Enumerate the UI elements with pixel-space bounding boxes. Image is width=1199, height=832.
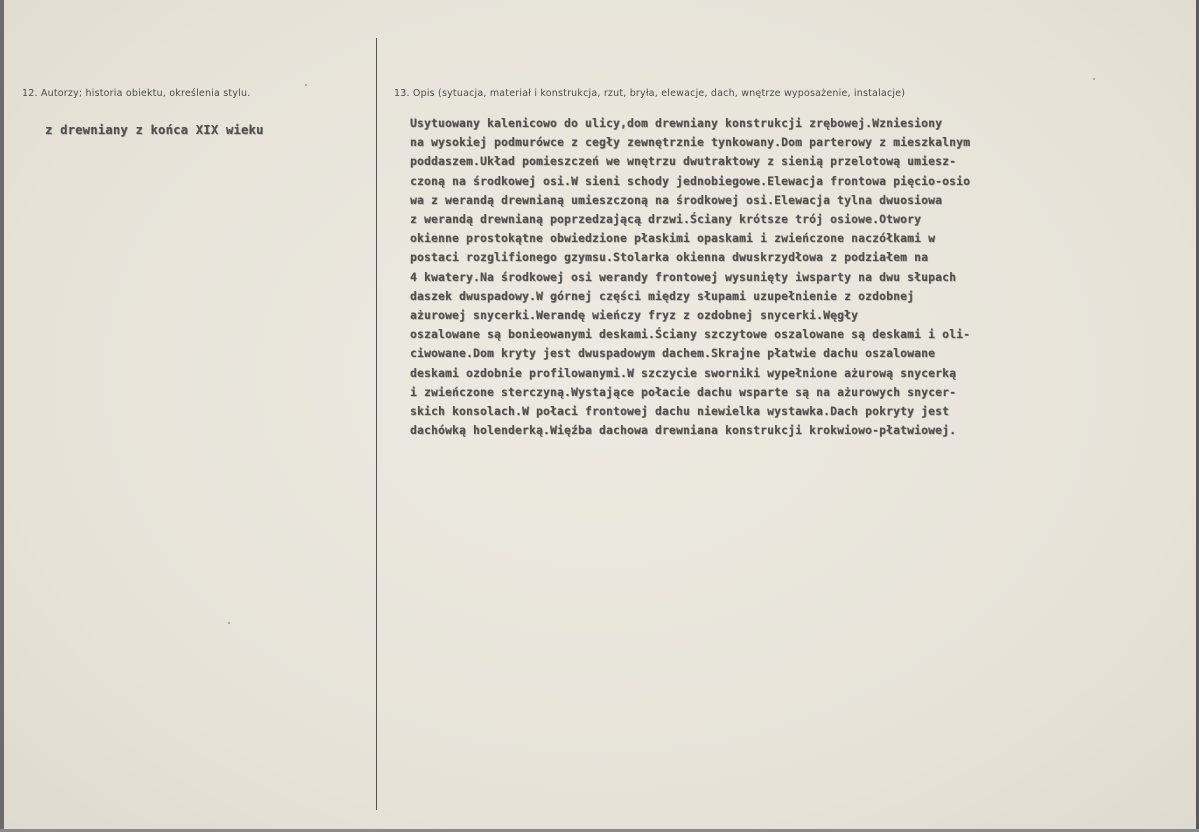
description-line: dachówką holenderką.Więźba dachowa drewniana konstrukcji krokwiowo-płatwiowej. <box>410 424 957 438</box>
description-line: wa z werandą drewnianą umieszczoną na środkowej osi.Elewacja tylna dwuosiowa <box>410 193 943 207</box>
description-line: deskami ozdobnie profilowanymi.W szczycie sworniki wypełnione ażurową snycerką <box>410 366 957 380</box>
paper-speck <box>305 84 307 86</box>
field-12-typed-text: z drewniany z końca XIX wieku <box>45 123 264 137</box>
description-line: poddaszem.Układ pomieszczeń we wnętrzu dwutraktowy z sienią przelotową umiesz- <box>410 155 957 169</box>
description-line: z werandą drewnianą poprzedzającą drzwi.Ściany krótsze trój osiowe.Otwory <box>410 213 922 227</box>
field-13-description <box>410 114 1190 440</box>
description-line: ażurowej snycerki.Werandę wieńczy fryz z ozdobnej snycerki.Węgły <box>410 309 859 323</box>
field-12-label: 12. Autorzy; historia obiektu, określenia stylu. <box>22 88 251 99</box>
description-line: 4 kwatery.Na środkowej osi werandy frontowej wysunięty iwsparty na dwu słupach <box>410 270 957 284</box>
description-line: daszek dwuspadowy.W górnej części między słupami uzupełnienie z ozdobnej <box>410 289 915 303</box>
description-line: skich konsolach.W połaci frontowej dachu niewielka wystawka.Dach pokryty jest <box>410 405 950 419</box>
field-13-label: 13. Opis (sytuacja, materiał i konstrukcja, rzut, bryła, elewacje, dach, wnętrze wyposażenie, instalacje) <box>394 88 906 99</box>
description-line: na wysokiej podmurówce z cegły zewnętrznie tynkowany.Dom parterowy z mieszkalnym <box>410 136 971 150</box>
description-line: postaci rozglifionego gzymsu.Stolarka okienna dwuskrzydłowa z podziałem na <box>410 251 929 265</box>
description-line: Usytuowany kalenicowo do ulicy,dom drewniany konstrukcji zrębowej.Wzniesiony <box>410 117 943 130</box>
paper-speck <box>1093 78 1095 80</box>
paper-speck <box>228 622 230 624</box>
column-divider <box>376 38 377 810</box>
description-line: ciwowane.Dom kryty jest dwuspadowym dachem.Skrajne płatwie dachu oszalowane <box>410 347 936 361</box>
description-line: oszalowane są bonieowanymi deskami.Ściany szczytowe oszalowane są deskami i oli- <box>410 328 971 342</box>
scan-edge-left <box>0 0 4 832</box>
description-line: czoną na środkowej osi.W sieni schody jednobiegowe.Elewacja frontowa pięcio-osio <box>410 174 971 188</box>
description-line: okienne prostokątne obwiedzione płaskimi opaskami i zwieńczone naczółkami w <box>410 232 936 246</box>
description-line: i zwieńczone sterczyną.Wystające połacie dachu wsparte są na ażurowych snycer- <box>410 385 957 399</box>
